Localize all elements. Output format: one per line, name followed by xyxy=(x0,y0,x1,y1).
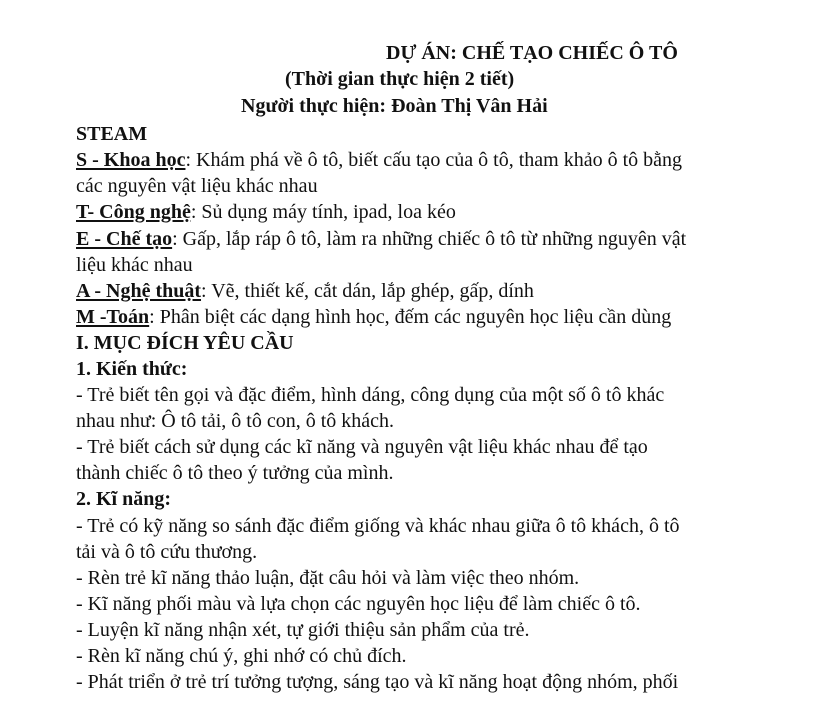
skills-line: - Phát triển ở trẻ trí tưởng tượng, sáng tạo và kĩ năng hoạt động nhóm, phối xyxy=(76,671,679,693)
steam-technology-line xyxy=(76,199,456,225)
math-text: : Phân biệt các dạng hình học, đếm các nguyên học liệu cần dùng xyxy=(149,306,672,328)
skills-heading: 2. Kĩ năng: xyxy=(76,488,172,510)
knowledge-line: nhau như: Ô tô tải, ô tô con, ô tô khách. xyxy=(76,410,395,432)
knowledge-heading: 1. Kiến thức: xyxy=(76,358,188,380)
author-line: Người thực hiện: Đoàn Thị Vân Hải xyxy=(241,95,548,117)
technology-label: T- Công nghệ xyxy=(76,201,191,223)
skills-line: - Rèn trẻ kĩ năng thảo luận, đặt câu hỏi và làm việc theo nhóm. xyxy=(76,567,580,589)
skills-line: - Luyện kĩ năng nhận xét, tự giới thiệu sản phẩm của trẻ. xyxy=(76,619,530,641)
science-text: : Khám phá về ô tô, biết cấu tạo của ô tô, tham khảo ô tô bằng xyxy=(185,149,683,171)
engineering-text: : Gấp, lắp ráp ô tô, làm ra những chiếc ô tô từ những nguyên vật xyxy=(172,228,687,250)
science-label: S - Khoa học xyxy=(76,149,186,171)
steam-engineering-line xyxy=(76,226,686,252)
art-text: : Vẽ, thiết kế, cắt dán, lắp ghép, gấp, dính xyxy=(201,280,534,302)
skills-line: - Rèn kĩ năng chú ý, ghi nhớ có chủ đích. xyxy=(76,645,407,667)
knowledge-line: - Trẻ biết cách sử dụng các kĩ năng và nguyên vật liệu khác nhau để tạo xyxy=(76,436,648,458)
engineering-text-continued: liệu khác nhau xyxy=(76,254,193,276)
steam-heading: STEAM xyxy=(76,123,148,145)
engineering-label: E - Chế tạo xyxy=(76,228,173,250)
technology-text: : Sủ dụng máy tính, ipad, loa kéo xyxy=(190,201,456,223)
science-text-continued: các nguyên vật liệu khác nhau xyxy=(76,175,318,197)
knowledge-line: thành chiếc ô tô theo ý tưởng của mình. xyxy=(76,462,394,484)
duration-subtitle: (Thời gian thực hiện 2 tiết) xyxy=(285,68,515,90)
skills-line: - Kĩ năng phối màu và lựa chọn các nguyên học liệu để làm chiếc ô tô. xyxy=(76,593,641,615)
math-label: M -Toán xyxy=(76,306,150,328)
knowledge-line: - Trẻ biết tên gọi và đặc điểm, hình dáng, công dụng của một số ô tô khác xyxy=(76,384,665,406)
steam-math-line xyxy=(76,304,671,330)
skills-line: - Trẻ có kỹ năng so sánh đặc điểm giống và khác nhau giữa ô tô khách, ô tô xyxy=(76,515,680,537)
art-label: A - Nghệ thuật xyxy=(76,280,202,302)
skills-line: tải và ô tô cứu thương. xyxy=(76,541,258,563)
steam-science-line xyxy=(76,147,682,173)
project-title: DỰ ÁN: CHẾ TẠO CHIẾC Ô TÔ xyxy=(386,42,678,64)
section-heading: I. MỤC ĐÍCH YÊU CẦU xyxy=(76,332,294,354)
steam-art-line xyxy=(76,278,534,304)
